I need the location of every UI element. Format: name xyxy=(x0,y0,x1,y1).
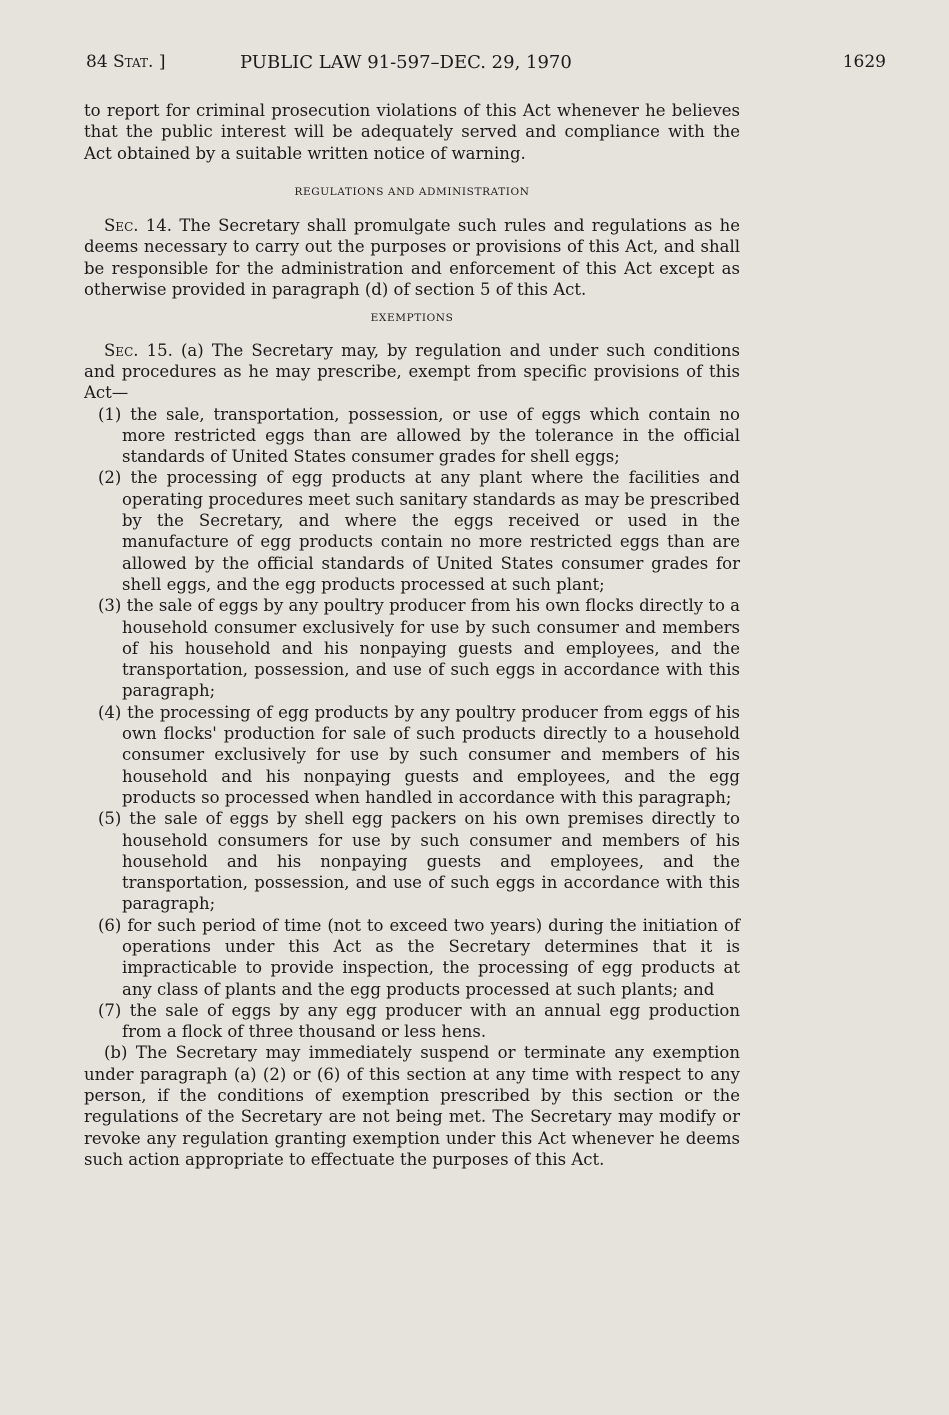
public-law-title: PUBLIC LAW 91-597–DEC. 29, 1970 xyxy=(240,52,572,73)
continuation-paragraph: to report for criminal prosecution violations of this Act whenever he believes that the public interest will be adequately served and compliance with the Act obtained by a suitable written notice of warning. xyxy=(84,101,740,163)
section-14-text: The Secretary shall promulgate such rules and regulations as he deems necessary to carry out the purposes or provisions of this Act, and shall be responsible for the administration and enforcement of this Act except as otherwise provided in paragraph (d) of section 5 of this Act. xyxy=(84,216,740,300)
exemption-item-2: (2) the processing of egg products at any plant where the facilities and operating procedures meet such sanitary standards as may be prescribed by the Secretary, and where the eggs received or used in the manufacture of egg products contain no more restricted eggs than are allowed by the official standards of United States consumer grades for shell eggs, and the egg products processed at such plant; xyxy=(98,468,740,594)
section-15-intro-paragraph xyxy=(84,340,740,404)
exemption-item-3: (3) the sale of eggs by any poultry producer from his own flocks directly to a household consumer exclusively for use by such consumer and members of his household and his nonpaying guests and employees, and the transportation, possession, and use of such eggs in accordance with this paragraph; xyxy=(98,596,740,701)
exemption-item-4: (4) the processing of egg products by any poultry producer from eggs of his own flocks' production for sale of such products directly to a household consumer exclusively for use by such consumer and members of his household and his nonpaying guests and employees, and the egg products so processed when handled in accordance with this paragraph; xyxy=(98,702,740,807)
exemption-item-6: (6) for such period of time (not to exceed two years) during the initiation of operations under this Act as the Secretary determines that it is impracticable to provide inspection, the processing of egg products at any class of plants and the egg products processed at such plants; and xyxy=(98,915,740,999)
statute-citation: 84 Stat. ] xyxy=(86,52,166,72)
subsection-b-paragraph: (b) The Secretary may immediately suspend or terminate any exemption under paragraph (a) (2) or (6) of this section at any time with respect to any person, if the conditions of exemption prescribed by this section or the regulations of the Secretary are not being met. The Secretary may modify or revoke any regulation granting exemption under this Act whenever he deems such action appropriate to effectuate the purposes of this Act. xyxy=(84,1043,740,1169)
exemption-item-5: (5) the sale of eggs by shell egg packers on his own premises directly to household consumers for use by such consumer and members of his household and his nonpaying guests and employees, and the transportation, possession, and use of such eggs in accordance with this paragraph; xyxy=(98,809,740,914)
section-14-heading: REGULATIONS AND ADMINISTRATION xyxy=(294,185,530,198)
section-15-label: Sec. 15. xyxy=(104,340,173,360)
section-15-intro: (a) The Secretary may, by regulation and under such conditions and procedures as he may prescribe, exempt from specific provisions of this Act— xyxy=(84,340,740,403)
page-header xyxy=(86,52,886,82)
exemption-item-7: (7) the sale of eggs by any egg producer with an annual egg production from a flock of three thousand or less hens. xyxy=(98,1000,740,1042)
section-15-heading: EXEMPTIONS xyxy=(370,312,454,325)
document-body xyxy=(84,100,740,1170)
page-number: 1629 xyxy=(842,52,886,72)
section-14-label: Sec. 14. xyxy=(104,216,173,236)
exemption-item-1: (1) the sale, transportation, possession, or use of eggs which contain no more restricted eggs than are allowed by the tolerance in the official standards of United States consumer grades for shell eggs; xyxy=(98,404,740,467)
section-14-paragraph xyxy=(84,215,740,300)
